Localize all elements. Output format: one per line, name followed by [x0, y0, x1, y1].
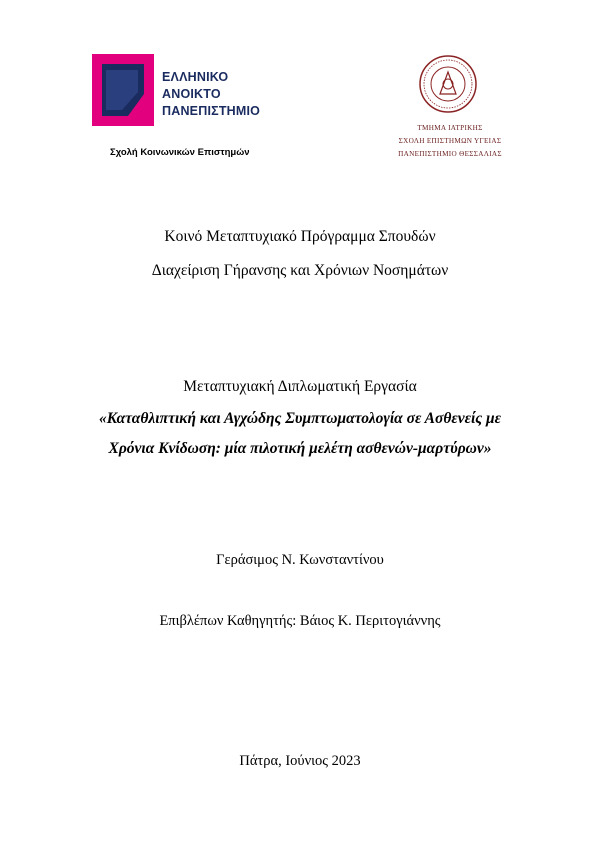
hellenic-open-university-logo [92, 54, 282, 126]
program-name: Κοινό Μεταπτυχιακό Πρόγραμμα Σπουδών [164, 228, 436, 245]
school-of-social-sciences: Σχολή Κοινωνικών Επιστημών [110, 147, 250, 158]
university-logo-mark-icon [92, 54, 154, 126]
university-name-line-3: ΠΑΝΕΠΙΣΤΗΜΙΟ [162, 104, 261, 118]
thesis-title-line-2: Χρόνια Κνίδωση: μία πιλοτική μελέτη ασθενών-μαρτύρων» [108, 440, 492, 457]
place-and-date: Πάτρα, Ιούνιος 2023 [239, 753, 361, 769]
seal-line-1: ΤΜΗΜΑ ΙΑΤΡΙΚΗΣ [417, 124, 483, 132]
university-seal-icon [418, 54, 478, 114]
medical-school-label [370, 122, 530, 161]
university-name-line-2: ΑΝΟΙΚΤΟ [162, 87, 221, 101]
university-name-line-1: ΕΛΛΗΝΙΚΟ [162, 70, 229, 84]
seal-line-3: ΠΑΝΕΠΙΣΤΗΜΙΟ ΘΕΣΣΑΛΙΑΣ [398, 150, 502, 158]
program-subtitle: Διαχείριση Γήρανσης και Χρόνιων Νοσημάτων [151, 262, 449, 279]
supervisor: Επιβλέπων Καθηγητής: Βάιος Κ. Περιτογιάννης [159, 613, 441, 629]
thesis-type: Μεταπτυχιακή Διπλωματική Εργασία [183, 378, 417, 395]
thesis-title-line-1: «Καταθλιπτική και Αγχώδης Συμπτωματολογία σε Ασθενείς με [98, 410, 502, 427]
author-name: Γεράσιμος Ν. Κωνσταντίνου [216, 552, 384, 568]
university-name [162, 69, 260, 120]
seal-line-2: ΣΧΟΛΗ ΕΠΙΣΤΗΜΩΝ ΥΓΕΙΑΣ [398, 137, 502, 145]
